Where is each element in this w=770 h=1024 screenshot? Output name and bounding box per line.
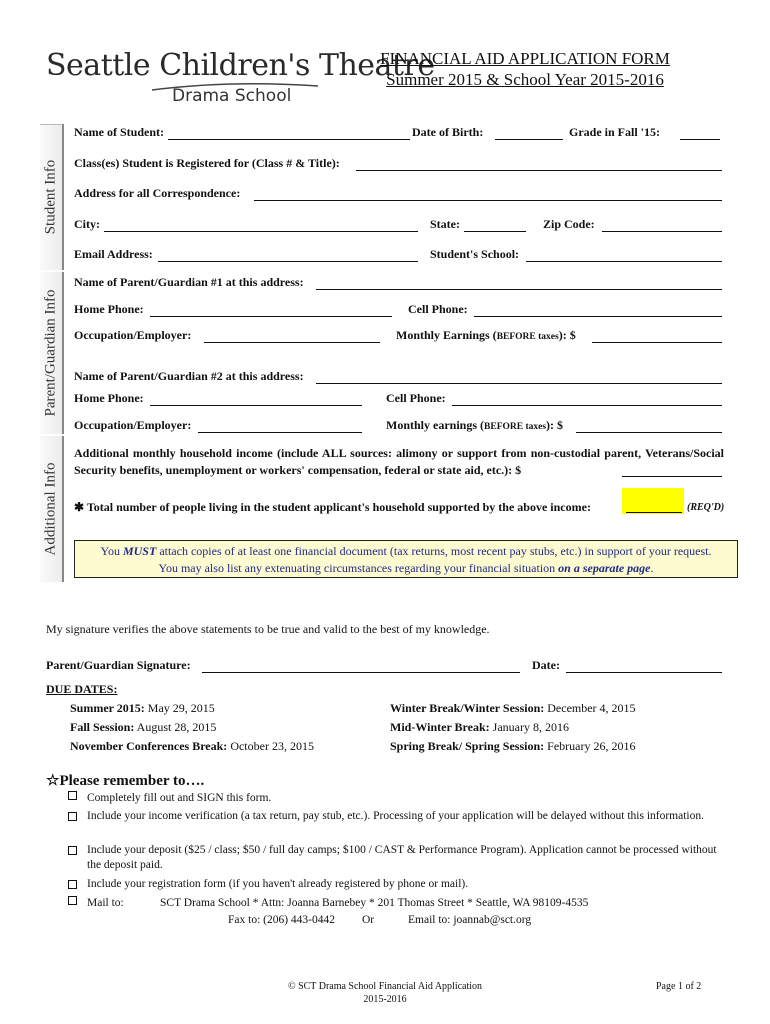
signature-field[interactable] bbox=[202, 672, 520, 673]
parent1-occupation-field[interactable] bbox=[204, 342, 380, 343]
section-label-student: Student Info bbox=[42, 159, 59, 235]
label-dob: Date of Birth: bbox=[412, 125, 484, 139]
classes-field[interactable] bbox=[356, 170, 722, 171]
parent1-earnings-field[interactable] bbox=[592, 342, 722, 343]
due-date-item bbox=[70, 701, 215, 716]
grade-field[interactable] bbox=[680, 139, 720, 140]
earnings-label-b: BEFORE taxes bbox=[496, 332, 559, 342]
earnings-label-a: Monthly earnings ( bbox=[386, 418, 485, 432]
label-classes: Class(es) Student is Registered for (Class # & Title): bbox=[74, 156, 340, 170]
parent2-home-field[interactable] bbox=[150, 405, 362, 406]
notice-text: You bbox=[100, 544, 123, 558]
page-number: Page 1 of 2 bbox=[656, 981, 702, 992]
due-date-value: August 28, 2015 bbox=[134, 720, 217, 734]
label-parent1-occupation: Occupation/Employer: bbox=[74, 328, 192, 342]
label-school: Student's School: bbox=[430, 247, 520, 261]
dob-field[interactable] bbox=[495, 139, 563, 140]
household-field[interactable] bbox=[626, 512, 682, 513]
label-parent2-home: Home Phone: bbox=[74, 391, 144, 405]
parent1-name-field[interactable] bbox=[316, 289, 722, 290]
footer-center bbox=[270, 980, 500, 1006]
label-zip: Zip Code: bbox=[543, 217, 595, 231]
notice-separate-page: on a separate page bbox=[558, 561, 651, 575]
reminder-row bbox=[68, 843, 726, 873]
divider bbox=[40, 124, 62, 125]
earnings-label-c: ): $ bbox=[546, 418, 564, 432]
footer-line1: © SCT Drama School Financial Aid Application bbox=[287, 981, 483, 992]
earnings-label-c: ): $ bbox=[558, 328, 576, 342]
date-field[interactable] bbox=[566, 672, 722, 673]
reminder-row bbox=[68, 877, 726, 892]
label-date: Date: bbox=[532, 658, 560, 672]
section-label-parent: Parent/Guardian Info bbox=[42, 289, 59, 417]
due-date-value: May 29, 2015 bbox=[144, 701, 215, 715]
notice-must: MUST bbox=[122, 544, 157, 558]
reqd-label: (REQ'D) bbox=[687, 502, 725, 513]
due-date-label: November Conferences Break: bbox=[70, 739, 228, 753]
reminder-item bbox=[68, 791, 726, 806]
reminder-text: Include your registration form (if you haven't already registered by phone or mail). bbox=[87, 878, 469, 890]
due-date-value: December 4, 2015 bbox=[544, 701, 636, 715]
parent1-home-field[interactable] bbox=[150, 316, 392, 317]
form-title-line2: Summer 2015 & School Year 2015-2016 bbox=[386, 70, 664, 89]
checkbox-icon bbox=[68, 846, 77, 855]
reminder-text: Include your deposit ($25 / class; $50 / full day camps; $100 / CAST & Performance Program). Application cannot be processed without the deposit paid. bbox=[87, 844, 717, 871]
reminder-item bbox=[68, 843, 726, 873]
section-tab-additional bbox=[40, 436, 64, 582]
parent2-occupation-field[interactable] bbox=[198, 432, 362, 433]
label-grade: Grade in Fall '15: bbox=[569, 125, 660, 139]
due-date-value: October 23, 2015 bbox=[227, 739, 314, 753]
due-date-value: January 8, 2016 bbox=[489, 720, 569, 734]
footer-line2: 2015-2016 bbox=[363, 994, 407, 1005]
attach-notice bbox=[74, 540, 738, 578]
logo-sub-text: Drama School bbox=[172, 86, 292, 106]
label-signature: Parent/Guardian Signature: bbox=[46, 658, 191, 672]
signature-statement: My signature verifies the above statements to be true and valid to the best of my knowledge. bbox=[46, 622, 490, 636]
email-field[interactable] bbox=[158, 261, 418, 262]
school-field[interactable] bbox=[526, 261, 722, 262]
label-city: City: bbox=[74, 217, 100, 231]
section-label-additional: Additional Info bbox=[42, 462, 59, 556]
checkbox-icon bbox=[68, 896, 77, 905]
due-date-label: Mid-Winter Break: bbox=[390, 720, 490, 734]
notice-text: . bbox=[650, 561, 654, 575]
due-date-label: Spring Break/ Spring Session: bbox=[390, 739, 545, 753]
form-title bbox=[360, 48, 690, 90]
due-date-label: Winter Break/Winter Session: bbox=[390, 701, 545, 715]
reminder-text: Include your income verification (a tax return, pay stub, etc.). Processing of your application will be delayed without this information. bbox=[87, 810, 704, 822]
label-parent2-name: Name of Parent/Guardian #2 at this address: bbox=[74, 369, 304, 383]
due-date-label: Fall Session: bbox=[70, 720, 135, 734]
parent2-cell-field[interactable] bbox=[452, 405, 722, 406]
label-email: Email Address: bbox=[74, 247, 153, 261]
label-state: State: bbox=[430, 217, 460, 231]
due-date-label: Summer 2015: bbox=[70, 701, 145, 715]
city-field[interactable] bbox=[104, 231, 418, 232]
student-name-field[interactable] bbox=[168, 139, 410, 140]
reminders-heading-text: Please remember to…. bbox=[59, 773, 205, 789]
reminder-item bbox=[68, 809, 726, 824]
household-row bbox=[74, 500, 591, 515]
checkbox-icon bbox=[68, 791, 77, 800]
label-household: Total number of people living in the student applicant's household supported by the above income: bbox=[86, 500, 591, 514]
or-text: Or bbox=[362, 914, 375, 926]
reminder-row bbox=[68, 809, 726, 824]
earnings-label-a: Monthly Earnings ( bbox=[396, 328, 497, 342]
star-icon: ☆ bbox=[46, 773, 60, 789]
checkbox-icon bbox=[68, 812, 77, 821]
logo-main-text: Seattle Children's Theatre bbox=[46, 48, 435, 83]
notice-text: attach copies of at least one financial document (tax returns, most recent pay stubs, etc.) in support of your request. bbox=[156, 544, 712, 558]
label-parent1-name: Name of Parent/Guardian #1 at this address: bbox=[74, 275, 304, 289]
reminder-row bbox=[68, 791, 726, 806]
reminder-item bbox=[68, 877, 726, 892]
due-date-value: February 26, 2016 bbox=[544, 739, 636, 753]
due-dates-heading: DUE DATES: bbox=[46, 682, 118, 696]
due-date-item bbox=[390, 720, 569, 735]
label-parent1-cell: Cell Phone: bbox=[408, 302, 468, 316]
due-date-item bbox=[70, 739, 314, 754]
due-date-item bbox=[390, 701, 636, 716]
household-highlight bbox=[622, 488, 684, 514]
label-parent1-home: Home Phone: bbox=[74, 302, 144, 316]
label-student-name: Name of Student: bbox=[74, 125, 164, 139]
additional-income-text: Additional monthly household income (include ALL sources: alimony or support from non-custodial parent, Veterans/Social Security benefits, unemployment or workers' compensation, federal or state aid, etc.): $ bbox=[74, 446, 724, 477]
email-contact: Email to: joannab@sct.org bbox=[408, 914, 532, 926]
earnings-label-b: BEFORE taxes bbox=[484, 422, 547, 432]
label-parent2-earnings bbox=[386, 418, 563, 433]
section-tab-parent bbox=[40, 272, 64, 434]
label-parent2-occupation: Occupation/Employer: bbox=[74, 418, 192, 432]
fax-text: Fax to: (206) 443-0442 bbox=[228, 914, 336, 926]
due-date-item bbox=[70, 720, 216, 735]
asterisk-icon: ✱ bbox=[74, 500, 85, 514]
address-field[interactable] bbox=[254, 200, 722, 201]
mail-address: SCT Drama School * Attn: Joanna Barnebey * 201 Thomas Street * Seattle, WA 98109-4535 bbox=[160, 897, 589, 909]
notice-text: You may also list any extenuating circumstances regarding your financial situation bbox=[158, 561, 559, 575]
form-title-line1: FINANCIAL AID APPLICATION FORM bbox=[380, 49, 670, 68]
reminders-heading bbox=[46, 771, 204, 790]
additional-income-field[interactable] bbox=[622, 476, 722, 477]
label-address: Address for all Correspondence: bbox=[74, 186, 241, 200]
label-parent1-earnings bbox=[396, 328, 576, 343]
notice-line1 bbox=[75, 543, 737, 560]
notice-line2 bbox=[75, 560, 737, 577]
state-field[interactable] bbox=[464, 231, 526, 232]
parent1-cell-field[interactable] bbox=[474, 316, 722, 317]
mail-label: Mail to: bbox=[87, 897, 124, 909]
label-parent2-cell: Cell Phone: bbox=[386, 391, 446, 405]
due-date-item bbox=[390, 739, 635, 754]
reminder-text: Completely fill out and SIGN this form. bbox=[87, 792, 272, 804]
section-tab-student bbox=[40, 124, 64, 270]
parent2-name-field[interactable] bbox=[316, 383, 722, 384]
checkbox-icon bbox=[68, 880, 77, 889]
parent2-earnings-field[interactable] bbox=[576, 432, 722, 433]
zip-field[interactable] bbox=[602, 231, 722, 232]
